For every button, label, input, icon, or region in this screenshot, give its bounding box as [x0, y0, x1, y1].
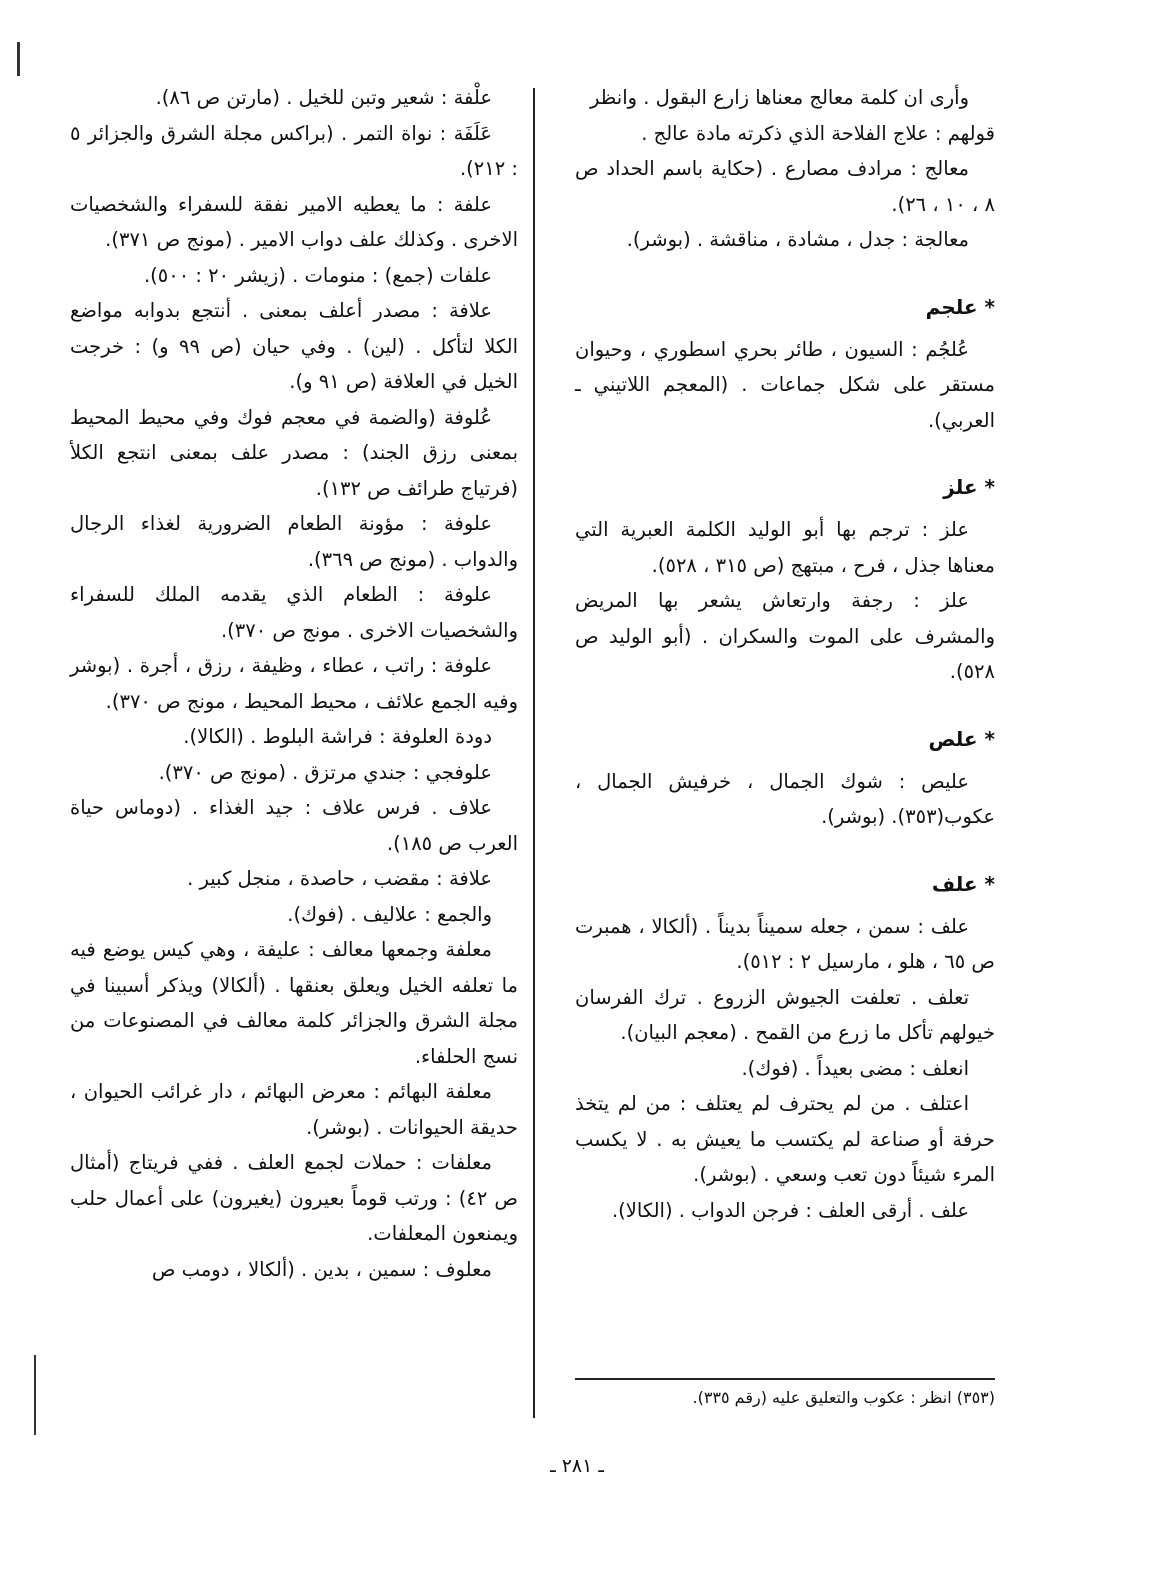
entry-heading: * علز: [943, 475, 995, 499]
entry-paragraph: علفات (جمع) : منومات . (زيشر ٢٠ : ٥٠٠).: [143, 263, 492, 287]
entry-paragraph: علوفة : مؤونة الطعام الضرورية لغذاء الرجال والدواب . (مونج ص ٣٦٩).: [70, 512, 518, 571]
entry-paragraph: علفة : ما يعطيه الامير نفقة للسفراء والشخصيات الاخرى . وكذلك علف دواب الامير . (مونج ص ٣٧١).: [70, 192, 518, 251]
entry-paragraph: والجمع : علاليف . (فوك).: [287, 902, 492, 926]
entry-paragraph: انعلف : مضى بعيداً . (فوك).: [741, 1056, 969, 1080]
entry-heading: * علف: [931, 871, 995, 896]
entry-paragraph: علوفة : راتب ، عطاء ، وظيفة ، رزق ، أجرة . (بوشر وفيه الجمع علائف ، محيط المحيط ، مونج ص ٣٧٠).: [70, 654, 518, 713]
entry-paragraph: علْفة : شعير وتبن للخيل . (مارتن ص ٨٦).: [155, 86, 492, 109]
entry-paragraph: علافة : مصدر أعلف بمعنى . أنتجع بدوابه مواضع الكلا لتأكل . (لين) . وفي حيان (ص ٩٩ و) : خرجت الخيل في العلافة (ص ٩١ و).: [70, 299, 518, 393]
entry-paragraph: معلفة البهائم : معرض البهائم ، دار غرائب الحيوان ، حديقة الحيوانات . (بوشر).: [70, 1080, 518, 1139]
entry-paragraph: علوفجي : جندي مرتزق . (مونج ص ٣٧٠).: [158, 760, 492, 784]
entry-heading: * علجم: [925, 294, 995, 319]
column-divider: [533, 88, 535, 1418]
entry-paragraph: اعتلف . من لم يحترف لم يعتلف : من لم يتخذ حرفة أو صناعة لم يكتسب ما يعيش به . لا يكسب المرء شيئاً دون تعب وسعي . (بوشر).: [575, 1092, 995, 1186]
entry-paragraph: علافة : مقضب ، حاصدة ، منجل كبير .: [187, 867, 492, 890]
entry-paragraph: علز : رجفة وارتعاش يشعر بها المريض والمشرف على الموت والسكران . (أبو الوليد ص ٥٢٨).: [575, 589, 995, 683]
entry-paragraph: علوفة : الطعام الذي يقدمه الملك للسفراء والشخصيات الاخرى . مونج ص ٣٧٠).: [70, 583, 518, 642]
entry-paragraph: قولهم : علاج الفلاحة الذي ذكرته مادة عالج .: [641, 121, 995, 145]
entry-heading: * علص: [928, 726, 995, 751]
footnote-rule: [575, 1378, 995, 1380]
left-column: [70, 80, 518, 1287]
entry-paragraph: معلفات : حملات لجمع العلف . ففي فريتاج (أمثال ص ٤٢) : ورتب قوماً بعيرون (يغيرون) على أعمال حلب ويمنعون المعلفات.: [70, 1151, 518, 1245]
entry-paragraph: عَلَفَة : نواة التمر . (براكس مجلة الشرق والجزائر ٥ : ٢١٢).: [70, 121, 518, 180]
entry-paragraph: تعلف . تعلفت الجيوش الزروع . ترك الفرسان خيولهم تأكل ما زرع من القمح . (معجم البيان).: [575, 985, 995, 1044]
entry-paragraph: معالجة : جدل ، مشادة ، مناقشة . (بوشر).: [626, 228, 969, 251]
entry-paragraph: معلوف : سمين ، بدين . (ألكالا ، دومب ص: [151, 1257, 492, 1281]
margin-mark: [34, 1355, 36, 1435]
margin-mark: [17, 42, 20, 76]
footnote: (٣٥٣) انظر : عكوب والتعليق عليه (رقم ٣٣٥).: [692, 1388, 995, 1407]
entry-paragraph: علاف . فرس علاف : جيد الغذاء . (دوماس حياة العرب ص ١٨٥).: [70, 796, 518, 855]
entry-paragraph: علز : ترجم بها أبو الوليد الكلمة العبرية التي معناها جذل ، فرح ، مبتهج (ص ٣١٥ ، ٥٢٨).: [575, 518, 995, 577]
entry-paragraph: علف : سمن ، جعله سميناً بديناً . (ألكالا ، همبرت ص ٦٥ ، هلو ، مارسيل ٢ : ٥١٢).: [575, 914, 995, 973]
entry-paragraph: عليص : شوك الجمال ، خرفيش الجمال ، عكوب(٣٥٣). (بوشر).: [575, 769, 995, 828]
entry-paragraph: وأرى ان كلمة معالج معناها زارع البقول . وانظر: [590, 86, 969, 109]
page-number: ـ ٢٨١ ـ: [550, 1455, 604, 1477]
entry-paragraph: معلفة وجمعها معالف : عليفة ، وهي كيس يوضع فيه ما تعلفه الخيل ويعلق بعنقها . (ألكالا) ويذكر أسبينا في مجلة الشرق والجزائر كلمة معالف في المصنوعات من نسج الحلفاء.: [70, 938, 518, 1068]
entry-paragraph: علف . أرقى العلف : فرجن الدواب . (الكالا).: [611, 1198, 969, 1222]
entry-paragraph: عُلوفة (والضمة في معجم فوك وفي محيط المحيط بمعنى رزق الجند) : مصدر علف بمعنى انتجع الكلأ (فرتياج طرائف ص ١٣٢).: [70, 405, 518, 500]
right-column: [575, 80, 995, 1228]
entry-paragraph: دودة العلوفة : فراشة البلوط . (الكالا).: [183, 725, 492, 748]
entry-paragraph: عُلجُم : السيون ، طائر بحري اسطوري ، وحيوان مستقر على شكل جماعات . (المعجم اللاتيني ـ العربي).: [575, 337, 995, 432]
entry-paragraph: معالج : مرادف مصارع . (حكاية باسم الحداد ص ٨ ، ١٠ ، ٢٦).: [575, 157, 995, 216]
